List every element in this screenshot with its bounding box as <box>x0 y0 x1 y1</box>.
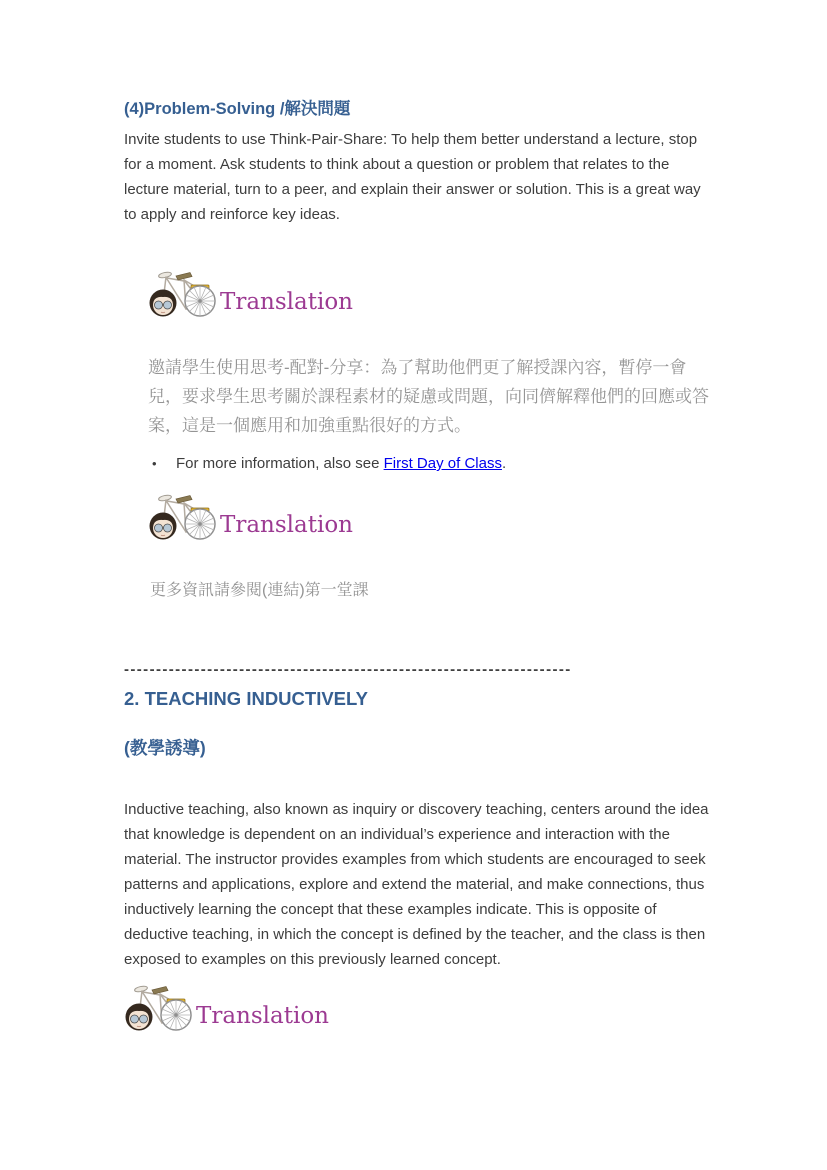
section-heading-problem-solving: (4)Problem-Solving /解決問題 <box>124 100 351 118</box>
first-day-of-class-link[interactable]: First Day of Class <box>383 455 502 472</box>
more-info-suffix: . <box>501 455 507 472</box>
translation-logo <box>148 270 353 325</box>
translation-logo <box>148 493 353 548</box>
more-info-text <box>176 451 506 476</box>
section-heading-teaching-inductively: 2. TEACHING INDUCTIVELY <box>124 688 368 709</box>
paragraph-inductive-teaching: Inductive teaching, also known as inquiry or discovery teaching, centers around the idea that knowledge is dependent on an individual’s experience and interaction with the material. The instructor provides examples from which students are encouraged to seek patterns and applications, explore and extend the material, and make connections, thus inductively learning the concept that these examples indicate. This is opposite of deductive teaching, in which the concept is defined by the teacher, and the class is then exposed to examples on this previously learned concept. <box>124 801 709 968</box>
translation-logo-label: Translation <box>220 288 353 315</box>
translation-logo-label: Translation <box>220 511 353 538</box>
translation-logo <box>124 984 329 1039</box>
paragraph-think-pair-share: Invite students to use Think-Pair-Share: To help them better understand a lecture, stop for a moment. Ask students to think about a question or problem that relates to the lecture material, turn to a peer, and explain their answer or solution. This is a great way to apply and reinforce key ideas. <box>124 131 701 223</box>
bullet-dot-icon: • <box>152 456 157 471</box>
more-info-prefix: For more information, also see <box>176 455 384 472</box>
translation-paragraph-zh: 邀請學生使用思考-配對-分享：為了幫助他們更了解授課內容，暫停一會兒，要求學生思考關於課程素材的疑慮或問題，向同儕解釋他們的回應或答案，這是一個應用和加強重點很好的方式。 <box>148 358 709 435</box>
translation-bicycle-logo-icon <box>148 493 218 548</box>
translation-logo-label: Translation <box>196 1002 329 1029</box>
translation-note-zh: 更多資訊請參閱(連結)第一堂課 <box>150 582 369 599</box>
more-info-bullet-item <box>152 451 707 476</box>
section-divider-dashes: ---------------------------------------------------------------------- <box>124 661 572 678</box>
translation-bicycle-logo-icon <box>148 270 218 325</box>
section-subheading-zh: (教學誘導) <box>124 738 206 758</box>
translation-bicycle-logo-icon <box>124 984 194 1039</box>
